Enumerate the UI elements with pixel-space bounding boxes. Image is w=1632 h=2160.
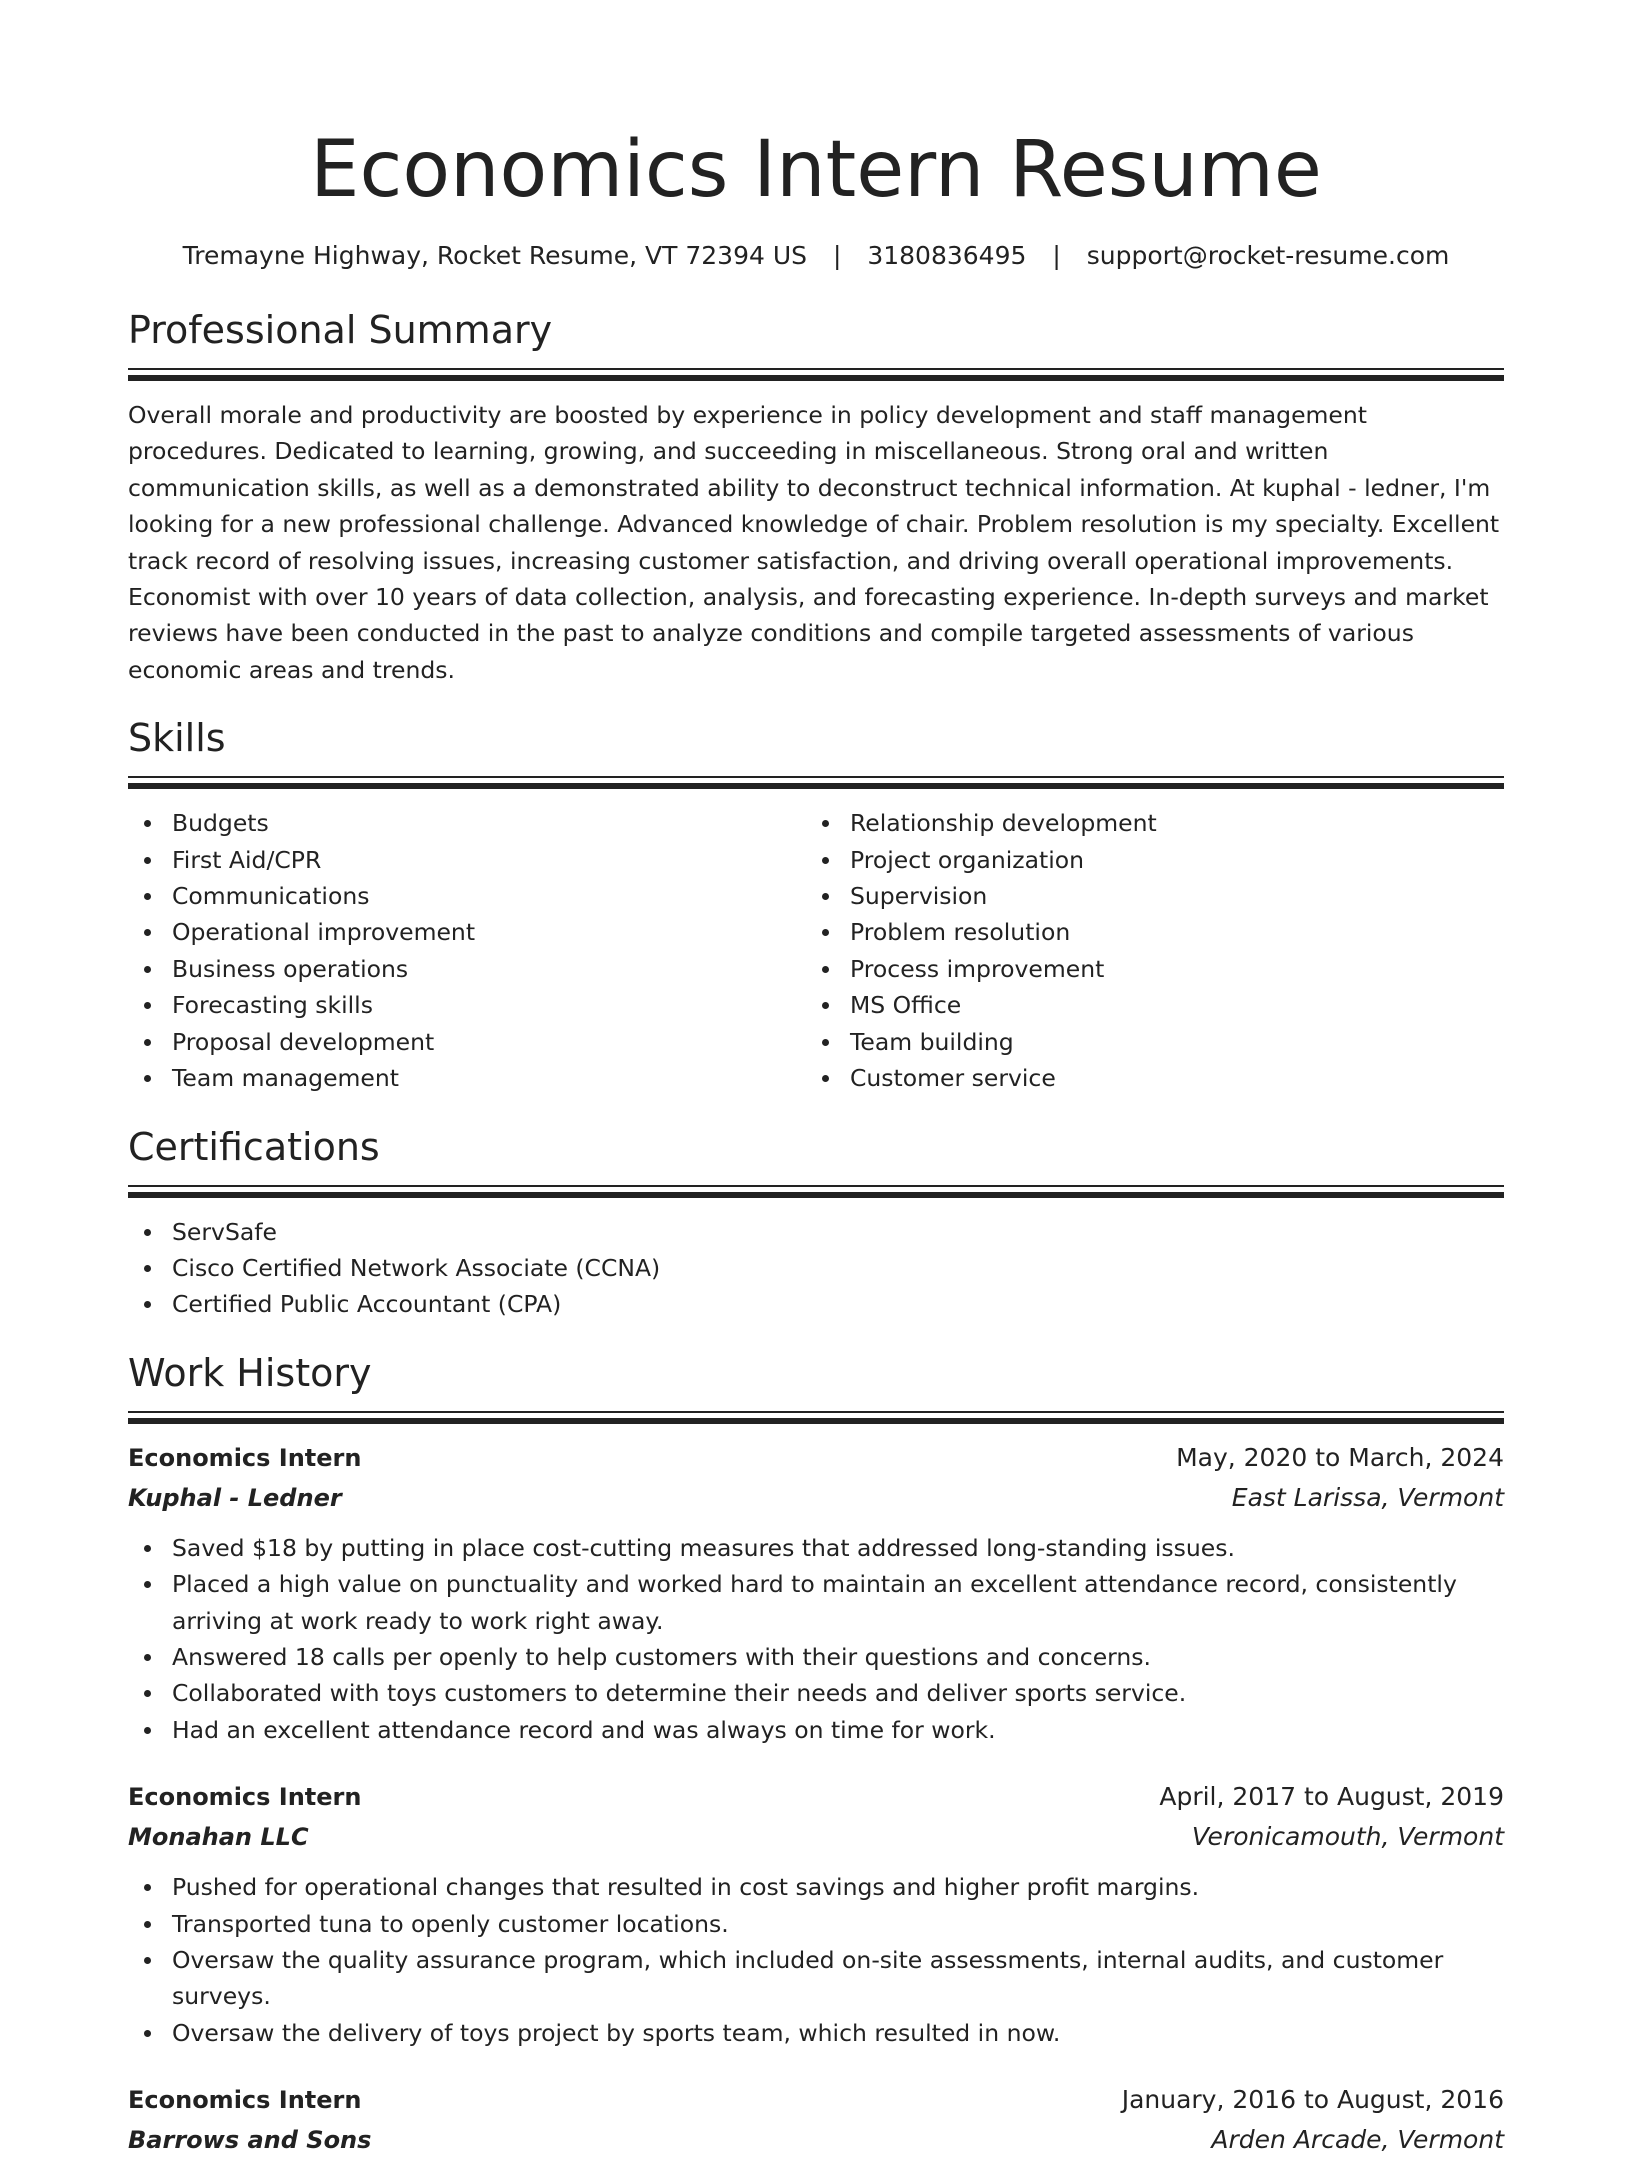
job-header-row	[128, 1438, 1504, 1478]
skill-item: First Aid/CPR	[128, 842, 806, 878]
skill-item: Business operations	[128, 951, 806, 987]
skills-column-right	[806, 805, 1484, 1096]
section-divider	[128, 776, 1504, 778]
job-company-row	[128, 1817, 1504, 1857]
job-company-row	[128, 1478, 1504, 1518]
skills-grid	[128, 805, 1504, 1096]
job-company-row	[128, 2120, 1504, 2160]
skills-section	[128, 714, 1504, 1096]
resume-title: Economics Intern Resume	[310, 125, 1322, 215]
work-history-section	[128, 1349, 1504, 2160]
section-divider-thick	[128, 375, 1504, 381]
skill-item: Project organization	[806, 842, 1484, 878]
skill-item: MS Office	[806, 987, 1484, 1023]
skills-heading: Skills	[128, 716, 226, 761]
job-bullet: Saved $18 by putting in place cost-cutting measures that addressed long-standing issues.	[128, 1530, 1504, 1566]
job-dates: April, 2017 to August, 2019	[1159, 1782, 1504, 1812]
job-location: Veronicamouth, Vermont	[1191, 1822, 1504, 1852]
job-company: Barrows and Sons	[128, 2126, 372, 2155]
certifications-list	[128, 1214, 1504, 1323]
job-entry	[128, 2080, 1504, 2160]
section-divider	[128, 1411, 1504, 1413]
job-header-row	[128, 2080, 1504, 2120]
contact-line	[128, 240, 1504, 272]
job-bullet: Answered 18 calls per openly to help customers with their questions and concerns.	[128, 1639, 1504, 1675]
job-title: Economics Intern	[128, 1443, 362, 1472]
summary-text: Overall morale and productivity are boosted by experience in policy development and staff management procedures. Dedicated to learning, growing, and succeeding in miscellaneous. Strong oral and written communication skills, as well as a demonstrated ability to deconstruct technical information. At kuphal - ledner, I'm looking for a new professional challenge. Advanced knowledge of chair. Problem resolution is my specialty. Excellent track record of resolving issues, increasing customer satisfaction, and driving overall operational improvements. Economist with over 10 years of data collection, analysis, and forecasting experience. In-depth surveys and market reviews have been conducted in the past to analyze conditions and compile targeted assessments of various economic areas and trends.	[128, 401, 1500, 684]
contact-separator: |	[1052, 241, 1061, 270]
skill-item: Customer service	[806, 1060, 1484, 1096]
job-location: Arden Arcade, Vermont	[1211, 2125, 1504, 2155]
job-company: Monahan LLC	[128, 1823, 309, 1852]
contact-address: Tremayne Highway, Rocket Resume, VT 72394 US	[182, 241, 807, 270]
job-bullet: Transported tuna to openly customer locations.	[128, 1906, 1504, 1942]
job-location: East Larissa, Vermont	[1231, 1482, 1504, 1512]
certification-item: Certified Public Accountant (CPA)	[128, 1286, 1504, 1322]
job-bullet: Placed a high value on punctuality and worked hard to maintain an excellent attendance record, consistently arriving at work ready to work right away.	[128, 1566, 1504, 1639]
skill-item: Budgets	[128, 805, 806, 841]
contact-email: support@rocket-resume.com	[1086, 241, 1450, 270]
contact-separator: |	[832, 241, 842, 270]
summary-section	[128, 306, 1504, 688]
skill-item: Operational improvement	[128, 914, 806, 950]
skill-item: Communications	[128, 878, 806, 914]
job-dates: January, 2016 to August, 2016	[1121, 2085, 1504, 2115]
job-title: Economics Intern	[128, 1783, 362, 1812]
job-bullet-list	[128, 1530, 1504, 1748]
contact-phone: 3180836495	[867, 241, 1027, 270]
certifications-heading: Certifications	[128, 1124, 380, 1169]
job-bullet: Oversaw the quality assurance program, which included on-site assessments, internal audits, and customer surveys.	[128, 1942, 1504, 2015]
section-divider-thick	[128, 1418, 1504, 1424]
job-entry	[128, 1777, 1504, 2051]
section-divider-thick	[128, 783, 1504, 789]
skill-item: Relationship development	[806, 805, 1484, 841]
certification-item: Cisco Certified Network Associate (CCNA)	[128, 1250, 1504, 1286]
skill-item: Proposal development	[128, 1024, 806, 1060]
job-bullet: Oversaw the delivery of toys project by sports team, which resulted in now.	[128, 2015, 1504, 2051]
job-header-row	[128, 1777, 1504, 1817]
summary-heading: Professional Summary	[128, 308, 553, 352]
job-dates: May, 2020 to March, 2024	[1176, 1442, 1504, 1472]
job-company: Kuphal - Ledner	[128, 1483, 342, 1512]
job-bullet: Pushed for operational changes that resulted in cost savings and higher profit margins.	[128, 1869, 1504, 1905]
skill-item: Process improvement	[806, 951, 1484, 987]
section-divider-thick	[128, 1192, 1504, 1198]
job-bullet: Had an excellent attendance record and was always on time for work.	[128, 1712, 1504, 1748]
job-title: Economics Intern	[128, 2086, 362, 2115]
skill-item: Forecasting skills	[128, 987, 806, 1023]
certification-item: ServSafe	[128, 1214, 1504, 1250]
skill-item: Problem resolution	[806, 914, 1484, 950]
job-entry	[128, 1438, 1504, 1748]
skill-item: Team management	[128, 1060, 806, 1096]
skill-item: Team building	[806, 1024, 1484, 1060]
skills-column-left	[128, 805, 806, 1096]
job-bullet-list	[128, 1869, 1504, 2051]
certifications-section	[128, 1123, 1504, 1323]
skill-item: Supervision	[806, 878, 1484, 914]
resume-page	[128, 0, 1504, 2160]
section-divider	[128, 1185, 1504, 1187]
job-bullet: Collaborated with toys customers to determine their needs and deliver sports service.	[128, 1675, 1504, 1711]
section-divider	[128, 368, 1504, 370]
work-history-heading: Work History	[128, 1350, 372, 1395]
